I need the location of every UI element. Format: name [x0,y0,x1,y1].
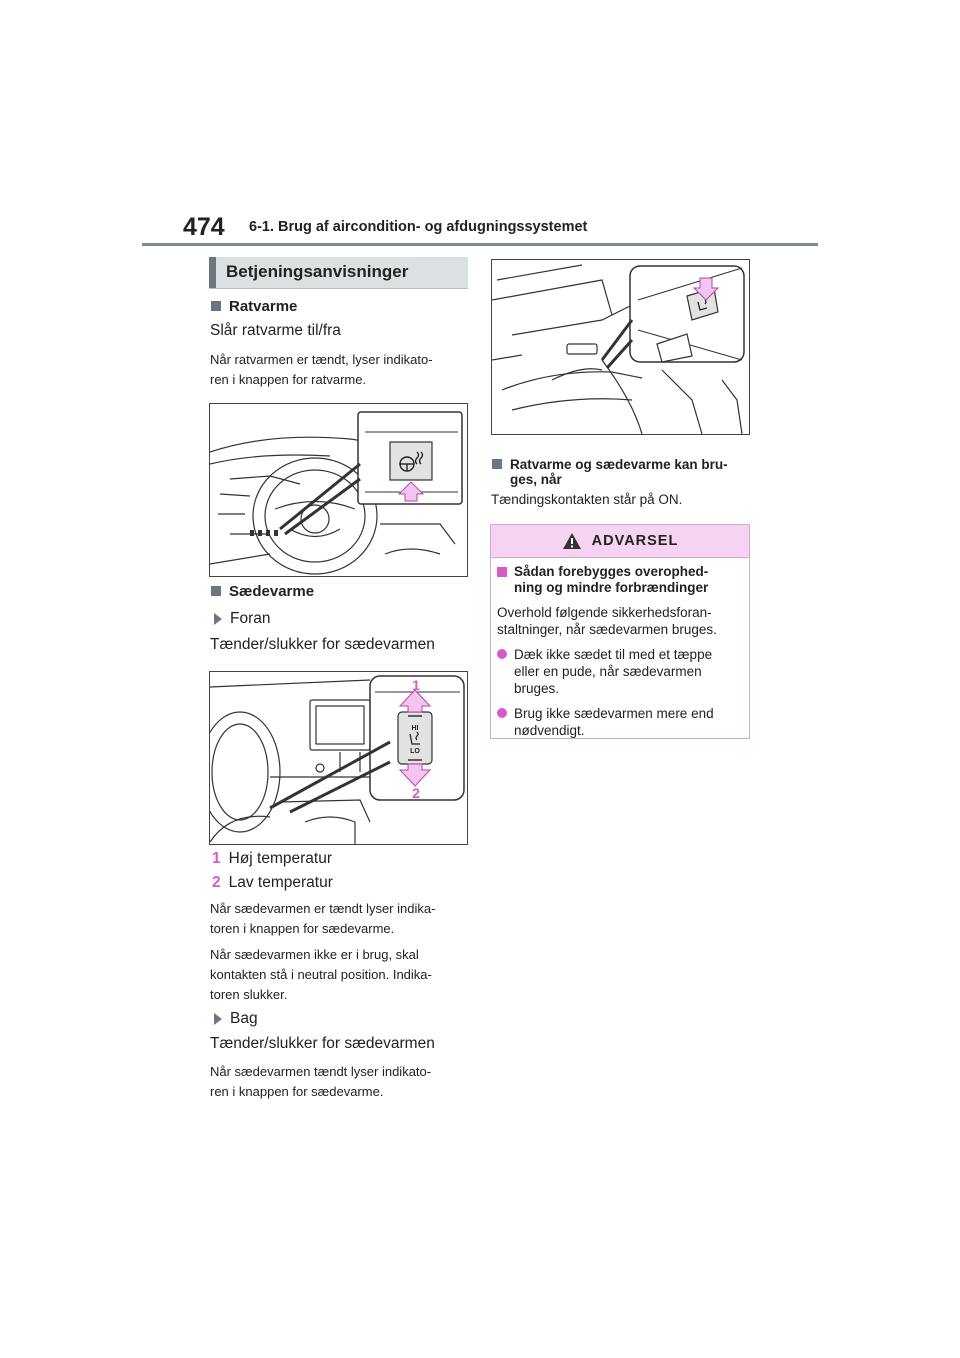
warning-bullet [497,646,741,697]
seat-note2-line1: Når sædevarmen ikke er i brug, skal [210,947,419,962]
warning-bullet-2-line1: Brug ikke sædevarmen mere end [514,706,714,721]
warning-triangle-icon [562,532,582,550]
ratvarme-note-line1: Når ratvarmen er tændt, lyser indikato- [210,352,433,367]
seat-note2-line3: toren slukker. [210,987,288,1002]
seat-note2-line2: kontakten stå i neutral position. Indika- [210,967,432,982]
pink-square-bullet-icon [497,567,507,577]
section-title-box [209,257,468,289]
rear-note-line1: Når sædevarmen tændt lyser indikato- [210,1064,432,1079]
warning-bullet-2-line2: nødvendigt. [514,723,585,738]
warning-subheading-line1: Sådan forebygges overophed- [514,564,709,579]
section-title-bar [209,257,216,288]
seat-note1-line2: toren i knappen for sædevarme. [210,921,395,936]
hi-label: HI [411,725,419,732]
square-bullet-icon [211,586,221,596]
running-title: 6-1. Brug af aircondition- og afdugningssystemet [249,219,588,235]
warning-text [497,604,741,638]
section-title: Betjeningsanvisninger [226,262,409,281]
condition-heading [490,457,728,487]
page-number: 474 [183,213,225,241]
warning-text-line2: staltninger, når sædevarmen bruges. [497,622,717,637]
saedevarme-heading-text: Sædevarme [229,583,315,600]
rear-label-text: Bag [230,1010,258,1027]
callout-1: 1 [412,677,420,693]
warning-bullet-1-line2: eller en pude, når sædevarmen [514,664,702,679]
seat-heater-front-figure [209,671,468,845]
callout-2: 2 [412,785,420,801]
ratvarme-intro: Slår ratvarme til/fra [210,322,341,339]
rear-note-line2: ren i knappen for sædevarme. [210,1084,384,1099]
warning-bullet-1-line1: Dæk ikke sædet til med et tæppe [514,647,713,662]
condition-heading-line1: Ratvarme og sædevarme kan bru- [510,457,728,472]
pink-dot-bullet-icon [497,649,507,659]
warning-subheading-line2: ning og mindre forbrændinger [514,580,709,595]
pink-dot-bullet-icon [497,708,507,718]
front-label [209,610,271,628]
ratvarme-note-line2: ren i knappen for ratvarme. [210,372,367,387]
rear-intro: Tænder/slukker for sædevarmen [210,1035,435,1052]
square-bullet-icon [211,301,221,311]
ratvarme-heading [209,298,297,315]
ratvarme-heading-text: Ratvarme [229,298,298,315]
lo-label: LO [410,748,420,755]
saedevarme-heading [209,583,314,600]
front-label-text: Foran [230,610,271,627]
condition-heading-line2: ges, når [510,472,562,487]
front-intro: Tænder/slukker for sædevarmen [210,636,435,653]
item-high [212,850,332,868]
warning-bullet-1-line3: bruges. [514,681,560,696]
item-low-text: Lav temperatur [228,874,333,891]
seat-note1-line1: Når sædevarmen er tændt lyser indika- [210,901,436,916]
warning-title: ADVARSEL [591,533,679,549]
bullet-triangle-icon [214,613,222,625]
item-high-num: 1 [212,850,221,867]
header-rule [142,243,818,246]
item-low [212,874,333,892]
warning-title-bar [491,525,749,558]
condition-text: Tændingskontakten står på ON. [491,492,683,507]
warning-subheading [497,564,741,596]
item-low-num: 2 [212,874,221,891]
rear-label [209,1010,258,1028]
square-bullet-icon [492,459,502,469]
seat-heater-rear-figure [491,259,750,435]
warning-text-line1: Overhold følgende sikkerhedsforan- [497,605,712,620]
item-high-text: Høj temperatur [228,850,332,867]
warning-bullet [497,705,741,739]
bullet-triangle-icon [214,1013,222,1025]
steering-heater-figure [209,403,468,577]
warning-box [490,524,750,739]
